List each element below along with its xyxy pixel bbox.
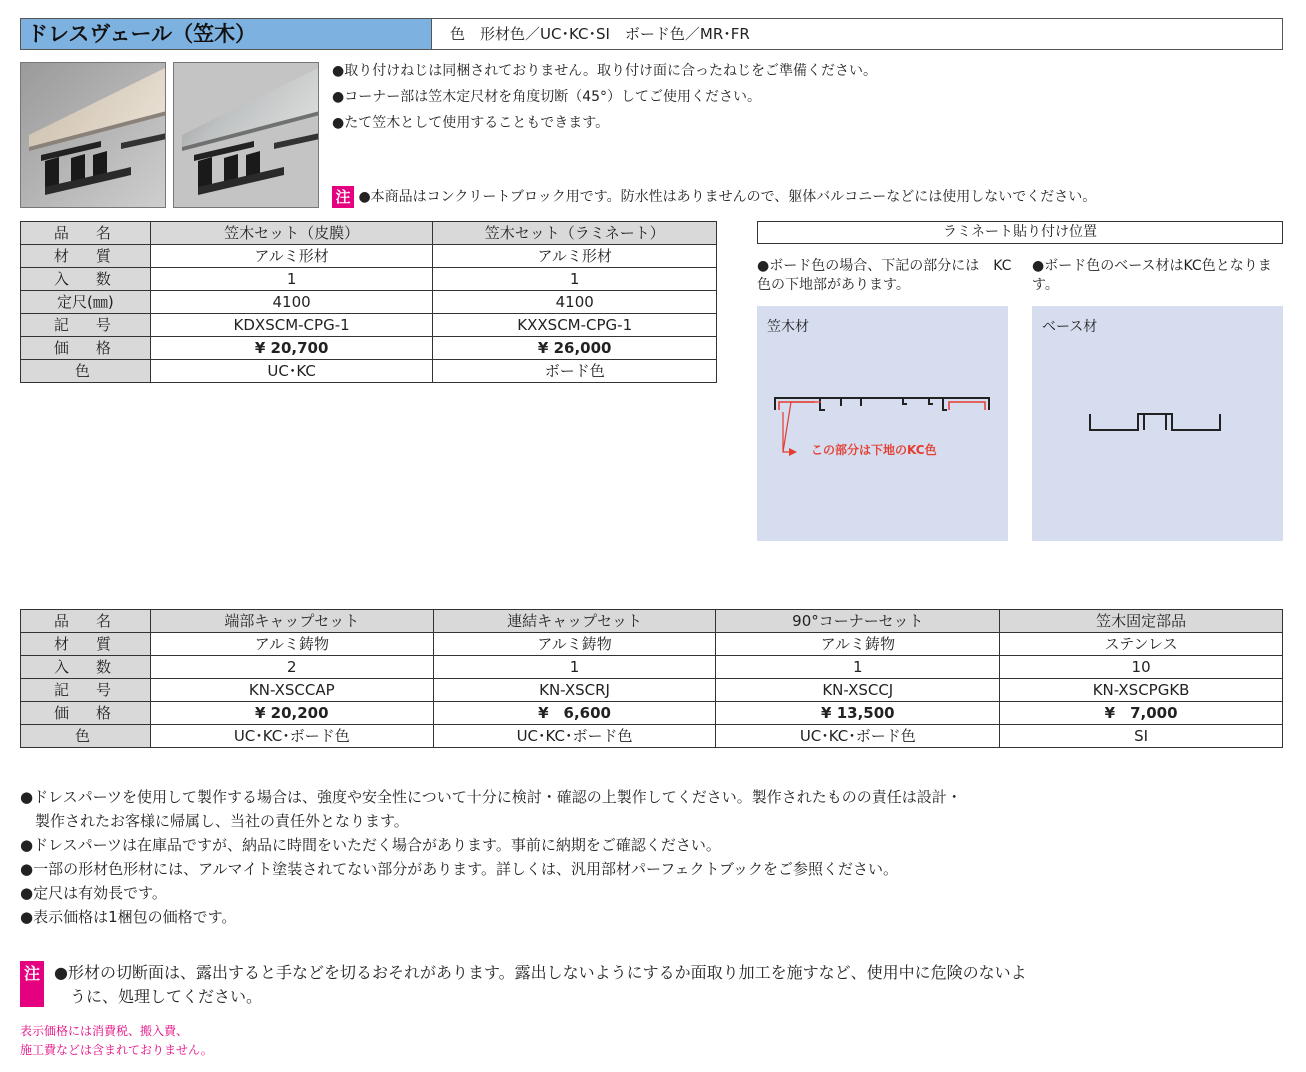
header-cell: 端部キャップセット	[150, 610, 433, 633]
footer-note: ●ドレスパーツを使用して製作する場合は、強度や安全性について十分に検討・確認の上製作してください。製作されたものの責任は設計・	[20, 788, 962, 806]
table-cell: UC･KC	[150, 360, 433, 383]
table-cell: KXXSCM-CPG-1	[433, 314, 717, 337]
table-cell: 4100	[433, 291, 717, 314]
laminate-title: ラミネート貼り付け位置	[757, 221, 1283, 244]
row-header: 価 格	[21, 702, 151, 725]
table-cell: KDXSCM-CPG-1	[150, 314, 433, 337]
table-cell: 2	[150, 656, 433, 679]
table-cell: 1	[433, 656, 716, 679]
table-row	[21, 314, 717, 337]
row-header: 材 質	[21, 633, 151, 656]
table-cell: KN-XSCPGKB	[1000, 679, 1283, 702]
table-row	[21, 656, 1283, 679]
base-profile	[1032, 306, 1283, 541]
diagram-label: ベース材	[1042, 319, 1098, 335]
kasagi-set-table	[20, 221, 717, 383]
row-header: 色	[21, 360, 151, 383]
product-photo-film	[20, 62, 166, 208]
table-cell: アルミ鋳物	[716, 633, 1000, 656]
table-cell: ステンレス	[1000, 633, 1283, 656]
table-cell: 10	[1000, 656, 1283, 679]
table-header-row	[21, 222, 717, 245]
table-row	[21, 702, 1283, 725]
price-cell: ¥ 6,600	[433, 702, 716, 725]
table-row	[21, 291, 717, 314]
header-cell: 笠木セット（皮膜）	[150, 222, 433, 245]
table-header-row	[21, 610, 1283, 633]
caution-concrete	[332, 186, 1096, 208]
header-cell: 笠木固定部品	[1000, 610, 1283, 633]
header-cell: 品 名	[21, 610, 151, 633]
footer-note: ●一部の形材色形材には、アルマイト塗装されてない部分があります。詳しくは、汎用部材パーフェクトブックをご参照ください。	[20, 860, 898, 878]
table-cell: UC･KC･ボード色	[433, 725, 716, 748]
price-cell: ¥ 7,000	[1000, 702, 1283, 725]
color-spec: 色 形材色／UC･KC･SI ボード色／MR･FR	[432, 18, 1283, 50]
laminate-note-right: ●ボード色のベース材はKC色となります。	[1032, 258, 1272, 293]
table-row	[21, 268, 717, 291]
table-cell: 1	[716, 656, 1000, 679]
table-cell: 4100	[150, 291, 433, 314]
price-cell: ¥ 13,500	[716, 702, 1000, 725]
note-item: ●たて笠木として使用することもできます。	[332, 115, 610, 131]
kc-annotation: この部分は下地のKC色	[811, 443, 937, 457]
table-cell: KN-XSCRJ	[433, 679, 716, 702]
table-cell: アルミ形材	[150, 245, 433, 268]
tax-note-line: 施工費などは含まれておりません。	[20, 1043, 213, 1057]
header-cell: 90°コーナーセット	[716, 610, 1000, 633]
header-cell: 品 名	[21, 222, 151, 245]
row-header: 記 号	[21, 679, 151, 702]
footer-note: 製作されたお客様に帰属し、当社の責任外となります。	[20, 812, 409, 830]
header-cell: 笠木セット（ラミネート）	[433, 222, 717, 245]
laminate-note-left: ●ボード色の場合、下記の部分には KC色の下地部があります。	[757, 258, 1012, 293]
row-header: 記 号	[21, 314, 151, 337]
table-cell: KN-XSCCJ	[716, 679, 1000, 702]
price-cell: ¥ 20,200	[150, 702, 433, 725]
tax-note-line: 表示価格には消費税、搬入費、	[20, 1024, 189, 1038]
base-diagram	[1032, 306, 1283, 541]
table-cell: KN-XSCCAP	[150, 679, 433, 702]
footer-note: ●ドレスパーツは在庫品ですが、納品に時間をいただく場合があります。事前に納期をご確認ください。	[20, 836, 721, 854]
table-cell: アルミ鋳物	[150, 633, 433, 656]
kasagi-diagram	[757, 306, 1008, 541]
caution-badge: 注	[332, 186, 354, 208]
table-cell: アルミ形材	[433, 245, 717, 268]
product-photo-laminate	[173, 62, 319, 208]
table-cell: UC･KC･ボード色	[716, 725, 1000, 748]
row-header: 価 格	[21, 337, 151, 360]
table-cell: 1	[433, 268, 717, 291]
note-item: ●コーナー部は笠木定尺材を角度切断（45°）してご使用ください。	[332, 89, 762, 105]
price-cell: ¥ 26,000	[433, 337, 717, 360]
row-header: 材 質	[21, 245, 151, 268]
table-cell: アルミ鋳物	[433, 633, 716, 656]
caution-line: ●形材の切断面は、露出すると手などを切るおそれがあります。露出しないようにするか面取り加工を施すなど、使用中に危険のないよ	[54, 963, 1027, 982]
footer-note: ●表示価格は1梱包の価格です。	[20, 908, 237, 926]
note-item: ●取り付けねじは同梱されておりません。取り付け面に合ったねじをご準備ください。	[332, 63, 878, 79]
caution-badge: 注	[20, 961, 44, 1007]
row-header: 色	[21, 725, 151, 748]
caution-text: ●本商品はコンクリートブロック用です。防水性はありませんので、躯体バルコニーなどには使用しないでください。	[358, 189, 1097, 205]
diagram-label: 笠木材	[767, 319, 809, 335]
table-row	[21, 725, 1283, 748]
row-header: 定尺(㎜)	[21, 291, 151, 314]
table-row	[21, 679, 1283, 702]
table-row	[21, 633, 1283, 656]
footer-note: ●定尺は有効長です。	[20, 884, 167, 902]
price-cell: ¥ 20,700	[150, 337, 433, 360]
row-header: 入 数	[21, 268, 151, 291]
tax-note	[20, 1022, 213, 1060]
parts-table	[20, 609, 1283, 748]
table-row	[21, 360, 717, 383]
row-header: 入 数	[21, 656, 151, 679]
header-cell: 連結キャップセット	[433, 610, 716, 633]
notes	[332, 62, 877, 132]
table-cell: SI	[1000, 725, 1283, 748]
table-cell: UC･KC･ボード色	[150, 725, 433, 748]
page-title: ドレスヴェール（笠木）	[20, 18, 432, 50]
table-cell: ボード色	[433, 360, 717, 383]
kasagi-profile	[757, 306, 1008, 541]
caution-cut-edge	[54, 961, 1027, 1009]
footer-notes	[20, 785, 962, 929]
table-cell: 1	[150, 268, 433, 291]
caution-line: うに、処理してください。	[54, 987, 263, 1006]
table-row	[21, 337, 717, 360]
table-row	[21, 245, 717, 268]
